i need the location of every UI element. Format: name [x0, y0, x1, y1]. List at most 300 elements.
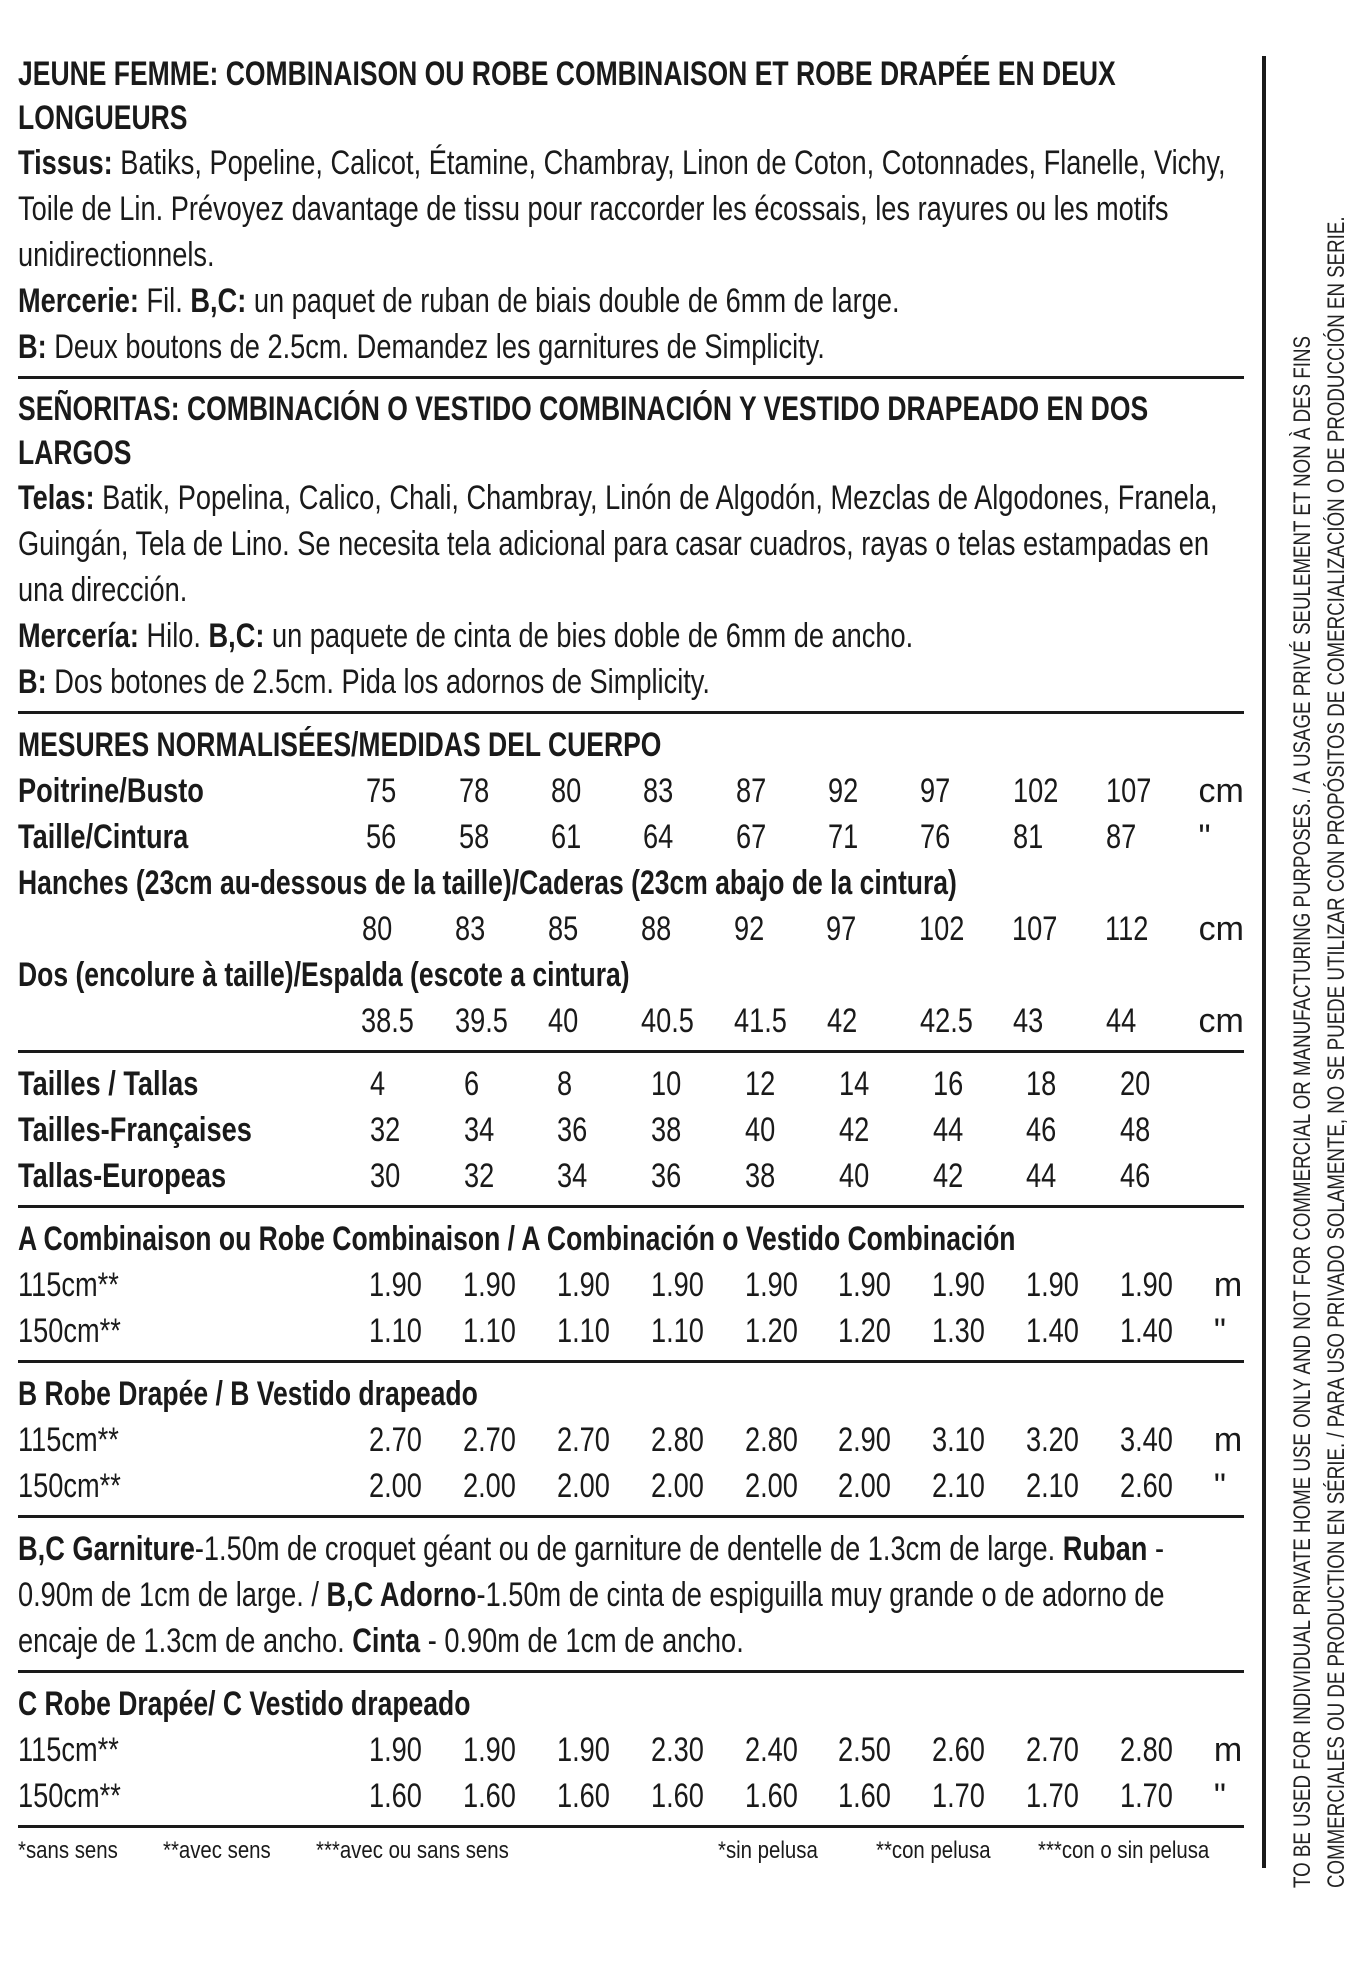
value-cell: [1120, 1153, 1214, 1199]
garniture-label: B,C Garniture: [18, 1530, 195, 1568]
value-text: 107: [1012, 910, 1058, 948]
merceria-bc-text: un paquete de cinta de bies doble de 6mm de ancho.: [271, 617, 914, 655]
merceria-b-text: Dos botones de 2.5cm. Pida los adornos de Simplicity.: [54, 663, 710, 701]
value-text: 2.00: [556, 1467, 610, 1505]
unit-text: ": [1213, 1467, 1226, 1505]
unit-cell: [1214, 1463, 1244, 1509]
yardage-row: [18, 1727, 1244, 1773]
value-cell: [557, 1262, 651, 1308]
notions-bc-text: un paquet de ruban de biais double de 6mm de large.: [253, 282, 900, 320]
row-label: Tailles-Françaises: [18, 1111, 252, 1149]
value-cell: [651, 1727, 745, 1773]
value-text: 1.90: [1026, 1266, 1080, 1304]
value-text: 1.90: [462, 1266, 516, 1304]
pattern-envelope-back: [18, 52, 1244, 1870]
value-text: 2.60: [1120, 1467, 1173, 1505]
value-text: 40: [838, 1157, 870, 1195]
value-text: 1.60: [369, 1777, 422, 1815]
value-cell: [1106, 814, 1199, 860]
value-cell: [1120, 1107, 1214, 1153]
value-text: 1.90: [838, 1266, 892, 1304]
value-cell: [838, 1727, 932, 1773]
value-cell: [369, 1262, 463, 1308]
value-cell: [557, 1153, 651, 1199]
value-text: 102: [1012, 772, 1059, 810]
value-text: 46: [1026, 1111, 1057, 1149]
value-cell: [557, 1773, 651, 1819]
value-cell: [1026, 1107, 1120, 1153]
value-text: 56: [366, 818, 397, 856]
row-label: 115cm**: [18, 1266, 119, 1304]
value-cell: [651, 1463, 745, 1509]
value-text: 1.90: [369, 1266, 422, 1304]
yardage-row: [18, 1417, 1244, 1463]
value-text: 38: [651, 1111, 682, 1149]
measurements-section: [18, 722, 1244, 1053]
value-cell: [463, 1417, 557, 1463]
value-text: 1.60: [744, 1777, 798, 1815]
fabrics-label: Tissus:: [18, 144, 113, 182]
value-cell: [548, 998, 641, 1044]
value-cell: [651, 1773, 745, 1819]
value-text: 102: [919, 910, 965, 948]
value-cell: [557, 1107, 651, 1153]
value-cell: [464, 1153, 558, 1199]
value-cell: [1012, 906, 1105, 952]
value-cell: [1026, 1727, 1120, 1773]
value-text: 2.80: [1120, 1731, 1173, 1769]
unit-text: m: [1213, 1731, 1243, 1769]
value-text: 40: [744, 1111, 776, 1149]
value-text: 1.60: [462, 1777, 516, 1815]
value-cell: [369, 1308, 463, 1354]
value-text: 2.70: [369, 1421, 422, 1459]
unit-text: m: [1213, 1421, 1243, 1459]
value-text: 2.00: [650, 1467, 704, 1505]
fabrics-text: Batiks, Popeline, Calicot, Étamine, Chambray, Linon de Coton, Cotonnades, Flanelle, Vichy, Toile de Lin. Prévoyez davantage de tissu pour raccorder les écossais, les rayures ou les motifs unidirectionnels.: [18, 144, 1226, 274]
value-text: 2.00: [369, 1467, 422, 1505]
merceria-bc-label: B,C:: [208, 617, 265, 655]
unit-cell: [1214, 1773, 1244, 1819]
value-cell: [369, 1727, 463, 1773]
value-cell: [734, 906, 827, 952]
value-cell: [366, 814, 458, 860]
merceria-label: Mercería:: [18, 617, 139, 655]
value-cell: [557, 1417, 651, 1463]
value-text: 78: [458, 772, 490, 810]
value-cell: [651, 1107, 745, 1153]
value-cell: [736, 814, 828, 860]
value-text: 2.00: [744, 1467, 798, 1505]
value-cell: [828, 768, 920, 814]
spanish-section: [18, 387, 1244, 714]
value-cell: [932, 1308, 1026, 1354]
telas-text: Batik, Popelina, Calico, Chali, Chambray, Linón de Algodón, Mezclas de Algodones, Franela, Guingán, Tela de Lino. Se necesita tela adicional para casar cuadros, rayas o telas estampadas en una dirección.: [18, 479, 1218, 609]
value-cell: [362, 906, 455, 952]
value-text: 67: [735, 818, 767, 856]
value-cell: [736, 768, 828, 814]
view-b-section: [18, 1371, 1244, 1518]
view-c-title: C Robe Drapée/ C Vestido drapeado: [18, 1685, 471, 1723]
value-text: 2.40: [744, 1731, 798, 1769]
value-text: 92: [828, 772, 859, 810]
value-cell: [838, 1308, 932, 1354]
value-text: 38.5: [361, 1002, 415, 1040]
value-cell: [463, 1262, 557, 1308]
value-cell: [933, 1153, 1027, 1199]
view-c-table: [18, 1727, 1244, 1819]
value-cell: [1026, 1417, 1120, 1463]
row-label: Taille/Cintura: [18, 818, 189, 856]
unit-text: ": [1213, 1312, 1226, 1350]
value-cell: [920, 768, 1012, 814]
value-cell: [463, 1463, 557, 1509]
value-cell: [745, 1153, 839, 1199]
french-sizes-row: [18, 1107, 1244, 1153]
value-text: 83: [643, 772, 674, 810]
value-cell: [1026, 1061, 1120, 1107]
garniture-text: -1.50m de croquet géant ou de garniture de dentelle de 1.3cm de large.: [194, 1530, 1056, 1568]
footnote-es-2: **con pelusa: [876, 1837, 991, 1864]
value-cell: [1026, 1773, 1120, 1819]
value-text: 6: [463, 1065, 479, 1103]
value-text: 1.30: [932, 1312, 986, 1350]
trim-section: [18, 1526, 1244, 1673]
value-text: 61: [551, 818, 582, 856]
value-cell: [827, 998, 920, 1044]
row-label: 115cm**: [18, 1421, 119, 1459]
value-cell: [1013, 768, 1106, 814]
value-cell: [557, 1463, 651, 1509]
notions-label: Mercerie:: [18, 282, 139, 320]
value-cell: [361, 998, 454, 1044]
european-sizes-row: [18, 1153, 1244, 1199]
value-cell: [369, 1417, 463, 1463]
back-label: Dos (encolure à taille)/Espalda (escote a cintura): [18, 956, 630, 994]
hips-table: [18, 906, 1244, 952]
value-text: 1.90: [650, 1266, 704, 1304]
value-cell: [826, 906, 919, 952]
value-cell: [839, 1061, 933, 1107]
value-text: 1.10: [556, 1312, 610, 1350]
value-cell: [919, 906, 1012, 952]
yardage-row: [18, 1262, 1244, 1308]
value-cell: [838, 1417, 932, 1463]
value-text: 1.60: [650, 1777, 704, 1815]
value-cell: [745, 1463, 839, 1509]
value-cell: [551, 768, 643, 814]
value-text: 2.00: [838, 1467, 892, 1505]
value-text: 2.10: [932, 1467, 986, 1505]
value-cell: [463, 1773, 557, 1819]
view-b-title: B Robe Drapée / B Vestido drapeado: [18, 1375, 478, 1413]
unit-cell: [1199, 998, 1244, 1044]
value-text: 4: [369, 1065, 385, 1103]
value-cell: [745, 1107, 839, 1153]
value-text: 112: [1105, 910, 1149, 948]
value-cell: [463, 1308, 557, 1354]
notions-b-text: Deux boutons de 2.5cm. Demandez les garnitures de Simplicity.: [54, 328, 825, 366]
value-text: 2.60: [932, 1731, 986, 1769]
value-text: 88: [640, 910, 672, 948]
value-cell: [459, 814, 551, 860]
unit-cell: [1214, 1308, 1244, 1354]
value-cell: [745, 1773, 839, 1819]
cinta-label: Cinta: [352, 1622, 421, 1660]
footnote-fr-1: *sans sens: [18, 1837, 118, 1864]
unit-cell: [1199, 906, 1244, 952]
value-text: 2.50: [838, 1731, 892, 1769]
value-text: 1.60: [838, 1777, 892, 1815]
waist-row: [18, 814, 1244, 860]
value-cell: [464, 1061, 558, 1107]
value-cell: [1106, 768, 1199, 814]
value-text: 87: [1105, 818, 1136, 856]
value-cell: [643, 768, 735, 814]
value-text: 2.80: [650, 1421, 704, 1459]
value-text: 1.70: [1120, 1777, 1173, 1815]
value-cell: [369, 1773, 463, 1819]
value-text: 2.70: [556, 1421, 610, 1459]
value-cell: [1120, 1308, 1214, 1354]
value-text: 92: [733, 910, 764, 948]
value-text: 20: [1120, 1065, 1151, 1103]
value-cell: [920, 998, 1013, 1044]
value-cell: [932, 1773, 1026, 1819]
back-row: [18, 998, 1244, 1044]
row-label: Tailles / Tallas: [18, 1065, 199, 1103]
value-text: 97: [826, 910, 857, 948]
bust-row: [18, 768, 1244, 814]
value-text: 12: [744, 1065, 776, 1103]
value-text: 87: [735, 772, 767, 810]
value-cell: [933, 1061, 1027, 1107]
adorno-label: B,C Adorno: [326, 1576, 477, 1614]
value-text: 3.40: [1120, 1421, 1173, 1459]
value-cell: [651, 1262, 745, 1308]
value-text: 1.70: [932, 1777, 986, 1815]
value-text: 43: [1013, 1002, 1044, 1040]
french-body: [18, 140, 1244, 370]
value-cell: [366, 768, 458, 814]
value-text: 83: [455, 910, 486, 948]
value-cell: [1120, 1727, 1214, 1773]
value-text: 32: [369, 1111, 401, 1149]
value-cell: [557, 1727, 651, 1773]
value-text: 76: [920, 818, 951, 856]
french-section: [18, 52, 1244, 379]
vertical-divider: [1262, 56, 1266, 1868]
value-text: 1.40: [1120, 1312, 1173, 1350]
value-text: 1.90: [556, 1731, 610, 1769]
value-text: 18: [1026, 1065, 1057, 1103]
back-table: [18, 998, 1244, 1044]
value-cell: [838, 1773, 932, 1819]
value-text: 16: [932, 1065, 963, 1103]
value-text: 46: [1120, 1157, 1151, 1195]
value-cell: [839, 1107, 933, 1153]
yardage-row: [18, 1463, 1244, 1509]
view-a-title: A Combinaison ou Robe Combinaison / A Combinación o Vestido Combinación: [18, 1220, 1016, 1258]
row-label: Tallas-Europeas: [18, 1157, 227, 1195]
value-cell: [1026, 1308, 1120, 1354]
view-b-table: [18, 1417, 1244, 1509]
value-text: 44: [932, 1111, 963, 1149]
value-cell: [839, 1153, 933, 1199]
telas-label: Telas:: [18, 479, 95, 517]
yardage-row: [18, 1773, 1244, 1819]
value-cell: [1120, 1262, 1214, 1308]
value-text: 1.60: [556, 1777, 610, 1815]
value-cell: [459, 768, 551, 814]
value-text: 44: [1026, 1157, 1057, 1195]
disclaimer-line-1: TO BE USED FOR INDIVIDUAL PRIVATE HOME USE ONLY AND NOT FOR COMMERCIAL OR MANUFACTURING PURPOSES. / A USAGE PRIVÉ SEULEMENT ET NON À DES FINS: [1289, 336, 1316, 1888]
value-text: 2.10: [1026, 1467, 1080, 1505]
ruban-text: - 0.90m de 1cm de large. /: [18, 1530, 1165, 1614]
value-text: 1.20: [838, 1312, 892, 1350]
merceria-b-label: B:: [18, 663, 47, 701]
value-cell: [455, 998, 548, 1044]
value-text: 80: [551, 772, 582, 810]
unit-text: ": [1213, 1777, 1226, 1815]
value-cell: [745, 1262, 839, 1308]
value-text: 2.70: [1026, 1731, 1080, 1769]
value-cell: [1106, 998, 1199, 1044]
value-text: 85: [547, 910, 579, 948]
value-cell: [932, 1463, 1026, 1509]
value-text: 34: [557, 1157, 588, 1195]
value-text: 1.10: [462, 1312, 516, 1350]
value-cell: [455, 906, 548, 952]
hips-row: [18, 906, 1244, 952]
footnotes: [18, 1836, 1244, 1870]
value-cell: [643, 814, 735, 860]
value-cell: [464, 1107, 558, 1153]
value-cell: [1120, 1463, 1214, 1509]
value-cell: [1026, 1153, 1120, 1199]
unit-text: cm: [1198, 1002, 1244, 1040]
view-c-section: [18, 1681, 1244, 1828]
unit-cell: [1214, 1417, 1244, 1463]
value-text: 34: [463, 1111, 494, 1149]
value-cell: [745, 1727, 839, 1773]
row-label: 150cm**: [18, 1467, 121, 1505]
row-label: Poitrine/Busto: [18, 772, 204, 810]
value-cell: [651, 1153, 745, 1199]
value-cell: [551, 814, 643, 860]
sizes-table: [18, 1061, 1244, 1199]
value-text: 80: [362, 910, 393, 948]
spanish-title: SEÑORITAS: COMBINACIÓN O VESTIDO COMBINACIÓN Y VESTIDO DRAPEADO EN DOS LARGOS: [18, 390, 1149, 472]
unit-text: cm: [1198, 772, 1244, 810]
value-text: 2.80: [744, 1421, 798, 1459]
value-text: 39.5: [454, 1002, 508, 1040]
value-cell: [641, 998, 734, 1044]
unit-cell: [1199, 768, 1244, 814]
value-cell: [828, 814, 920, 860]
value-text: 107: [1105, 772, 1152, 810]
value-text: 1.90: [462, 1731, 516, 1769]
hips-label: Hanches (23cm au-dessous de la taille)/Caderas (23cm abajo de la cintura): [18, 864, 957, 902]
value-cell: [1026, 1463, 1120, 1509]
value-text: 1.90: [369, 1731, 422, 1769]
value-cell: [1013, 998, 1106, 1044]
value-cell: [933, 1107, 1027, 1153]
merceria-hilo: Hilo.: [146, 617, 201, 655]
value-text: 1.40: [1026, 1312, 1080, 1350]
value-cell: [651, 1417, 745, 1463]
value-cell: [1120, 1417, 1214, 1463]
value-cell: [745, 1417, 839, 1463]
value-cell: [651, 1308, 745, 1354]
value-cell: [1120, 1061, 1214, 1107]
value-text: 40: [548, 1002, 579, 1040]
value-text: 71: [828, 818, 859, 856]
value-cell: [463, 1727, 557, 1773]
measurements-title: MESURES NORMALISÉES/MEDIDAS DEL CUERPO: [18, 726, 662, 764]
value-text: 1.90: [932, 1266, 986, 1304]
unit-cell: [1199, 814, 1244, 860]
measurements-table: [18, 768, 1244, 860]
value-text: 97: [920, 772, 951, 810]
value-text: 42.5: [919, 1002, 973, 1040]
value-cell: [370, 1107, 464, 1153]
spanish-body: [18, 475, 1244, 705]
value-text: 1.20: [744, 1312, 798, 1350]
value-cell: [838, 1262, 932, 1308]
value-text: 36: [651, 1157, 682, 1195]
value-cell: [557, 1061, 651, 1107]
value-cell: [370, 1061, 464, 1107]
value-text: 44: [1105, 1002, 1137, 1040]
trim-text: [18, 1526, 1244, 1664]
view-a-section: [18, 1216, 1244, 1363]
usage-disclaimer: [1286, 28, 1358, 1888]
view-a-table: [18, 1262, 1244, 1354]
value-text: 3.20: [1026, 1421, 1080, 1459]
value-text: 48: [1120, 1111, 1151, 1149]
value-text: 10: [651, 1065, 682, 1103]
sizes-row: [18, 1061, 1244, 1107]
value-text: 2.30: [650, 1731, 704, 1769]
notions-thread: Fil.: [146, 282, 183, 320]
value-cell: [1013, 814, 1106, 860]
value-text: 1.10: [650, 1312, 704, 1350]
value-cell: [745, 1308, 839, 1354]
value-cell: [651, 1061, 745, 1107]
value-cell: [838, 1463, 932, 1509]
row-label: 115cm**: [18, 1731, 119, 1769]
value-cell: [370, 1153, 464, 1199]
value-cell: [369, 1463, 463, 1509]
unit-text: m: [1213, 1266, 1243, 1304]
value-cell: [557, 1308, 651, 1354]
value-text: 1.10: [369, 1312, 422, 1350]
value-text: 40.5: [640, 1002, 694, 1040]
french-title: JEUNE FEMME: COMBINAISON OU ROBE COMBINAISON ET ROBE DRAPÉE EN DEUX LONGUEURS: [18, 55, 1116, 137]
value-text: 81: [1012, 818, 1044, 856]
unit-cell: [1214, 1262, 1244, 1308]
yardage-row: [18, 1308, 1244, 1354]
footnote-es-3: ***con o sin pelusa: [1038, 1837, 1210, 1864]
footnote-es-1: *sin pelusa: [718, 1837, 818, 1864]
footnote-fr-3: ***avec ou sans sens: [316, 1837, 509, 1864]
notions-b-label: B:: [18, 328, 47, 366]
unit-text: ": [1198, 818, 1211, 856]
value-text: 36: [557, 1111, 588, 1149]
value-text: 1.70: [1026, 1777, 1080, 1815]
value-text: 30: [369, 1157, 401, 1195]
